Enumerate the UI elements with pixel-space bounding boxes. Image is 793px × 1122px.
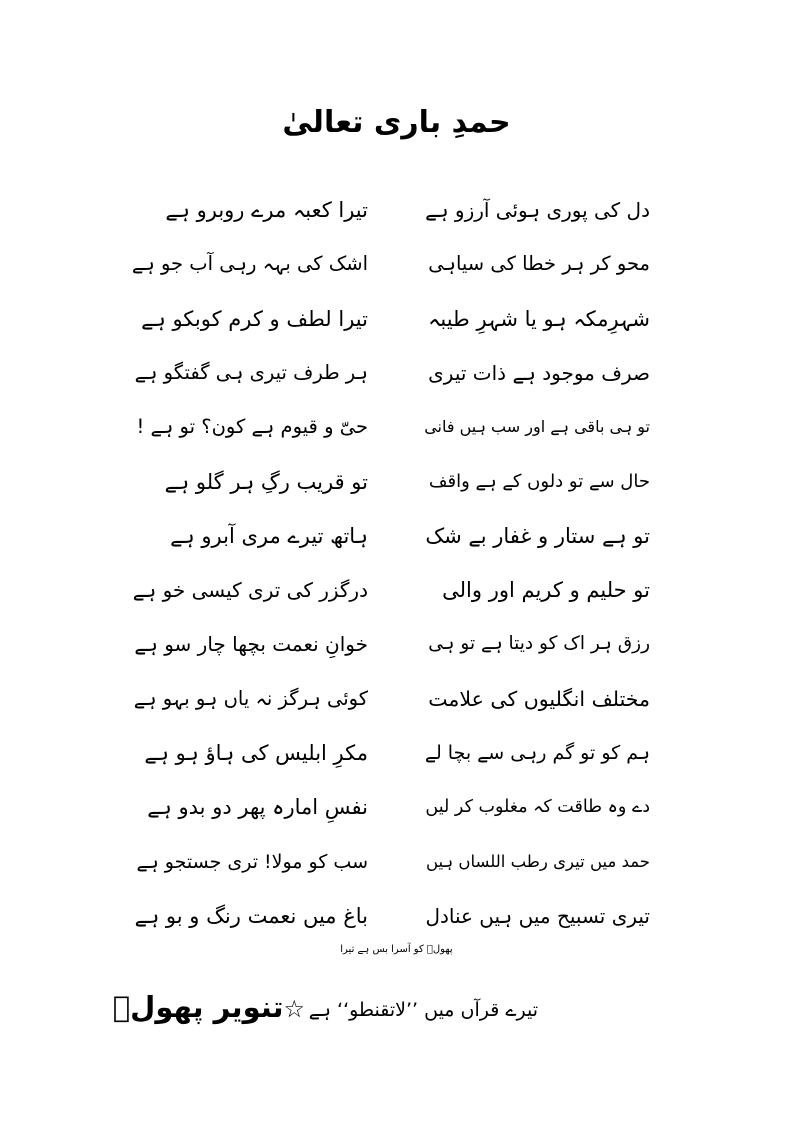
misra-second: تو قریب رگِ ہر گلو ہے (164, 469, 368, 494)
misra-second: باغ میں نعمت رنگ و بو ہے (134, 903, 368, 928)
poet-signature (112, 982, 305, 1034)
misra-first: دل کی پوری ہوئی آرزو ہے (425, 198, 650, 222)
couplet-row (0, 462, 793, 502)
misra-second: خوانِ نعمت بچھا چار سو ہے (134, 632, 368, 657)
misra-second: حیّ و قیوم ہے کون؟ تو ہے ! (136, 415, 368, 439)
misra-first: ہم کو تو گم رہی سے بچا لے (424, 742, 650, 764)
misra-second: مکرِ ابلیس کی ہاؤ ہو ہے (144, 741, 368, 765)
misra-second: درگزر کی تری کیسی خو ہے (132, 578, 368, 603)
couplet-row (0, 190, 793, 230)
final-misra: تیرے قرآں میں ’’لاتقنطو‘‘ ہے (308, 999, 538, 1021)
misra-first: تو حلیم و کریم اور والی (442, 578, 650, 603)
star-icon: ☆ (283, 995, 305, 1023)
misra-second: ہر طرف تیری ہی گفتگو ہے (134, 360, 368, 384)
couplet-row (0, 842, 793, 882)
couplet-row (0, 353, 793, 393)
couplet-row (0, 570, 793, 610)
misra-first: مختلف انگلیوں کی علامت (428, 686, 650, 711)
misra-second: ہاتھ تیرے مری آبرو ہے (170, 523, 368, 548)
misra-second: تیرا لطف و کرم کوبکو ہے (141, 306, 368, 331)
couplet-row (0, 244, 793, 284)
misra-first: صرف موجود ہے ذات تیری (428, 360, 650, 385)
misra-second: تیرا کعبہ مرے روبرو ہے (165, 198, 368, 222)
couplet-row (0, 733, 793, 773)
misra-first: شہرِمکہ ہو یا شہرِ طیبہ (428, 306, 650, 331)
poet-name: تنویر پھولؔ (112, 990, 284, 1024)
misra-first: دے وہ طاقت کہ مغلوب کر لیں (425, 797, 650, 818)
couplet-row (0, 624, 793, 664)
couplet-row (0, 516, 793, 556)
misra-first: رزق ہر اک کو دیتا ہے تو ہی (428, 633, 650, 655)
poem-title: حمدِ باری تعالیٰ (282, 105, 511, 140)
misra-first: محو کر ہر خطا کی سیاہی (428, 252, 650, 276)
couplet-row (0, 679, 793, 719)
misra-first: تو ہے ستار و غفار بے شک (425, 523, 650, 548)
misra-second: نفسِ امارہ پھر دو بدو ہے (147, 795, 368, 820)
couplet-row (0, 787, 793, 827)
misra-first: حال سے تو دلوں کے ہے واقف (428, 470, 650, 492)
couplet-row (0, 407, 793, 447)
couplet-row (0, 299, 793, 339)
misra-first: حمد میں تیری رطب اللساں ہیں (425, 851, 650, 871)
misra-second: اشک کی بہہ رہی آب جو ہے (131, 252, 368, 276)
misra-first: تیری تسبیح میں ہیں عنادل (425, 903, 650, 928)
misra-second: کوئی ہرگز نہ یاں ہو بہو ہے (133, 686, 368, 710)
misra-second: سب کو مولا! تری جستجو ہے (136, 850, 368, 873)
closing-line: پھولؔ کو آسرا بس ہے تیرا (340, 944, 453, 955)
misra-first: تو ہی باقی ہے اور سب ہیں فانی (424, 417, 650, 437)
